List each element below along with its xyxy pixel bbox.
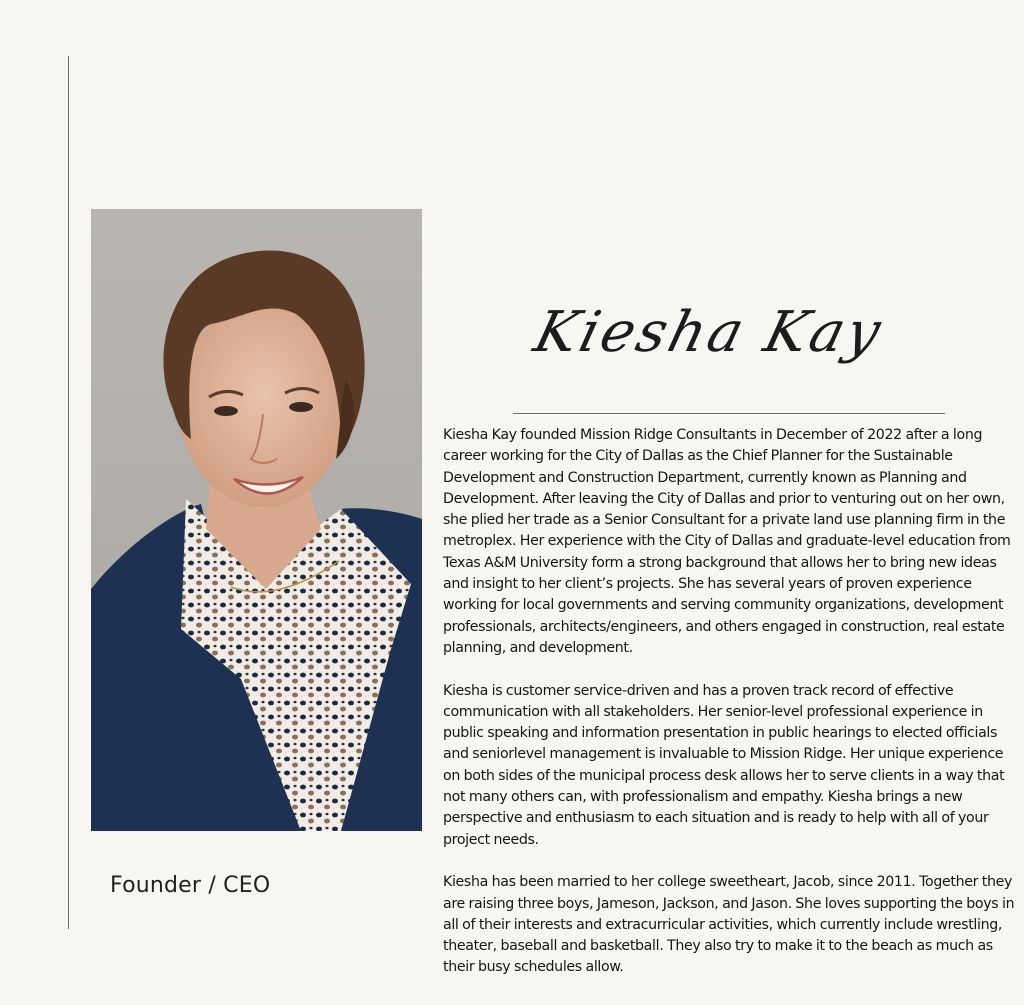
signature-underline	[513, 413, 945, 414]
signature-name: Kiesha Kay	[527, 300, 890, 365]
vertical-divider	[68, 56, 69, 929]
bio-paragraph: Kiesha Kay founded Mission Ridge Consultants in December of 2022 after a long career working for the City of Dallas as the Chief Planner for the Sustainable Development and Construction Department, currently known as Planning and Development. After leaving the City of Dallas and prior to venturing out on her own, she plied her trade as a Senior Consultant for a private land use planning firm in the metroplex. Her experience with the City of Dallas and graduate-level education from Texas A&M University form a strong background that allows her to bring new ideas and insight to her client’s projects. She has several years of proven experience working for local governments and serving community organizations, development professionals, architects/engineers, and others engaged in construction, real estate planning, and development.	[443, 427, 1011, 656]
biography	[443, 425, 1017, 1000]
role-title: Founder / CEO	[110, 873, 271, 898]
bio-paragraph: Kiesha has been married to her college sweetheart, Jacob, since 2011. Together they are raising three boys, Jameson, Jackson, and Jason. She loves supporting the boys in all of their interests and extracurricular activities, which currently include wrestling, theater, baseball and basketball. They also try to make it to the beach as much as their busy schedules allow.	[443, 874, 1015, 976]
profile-photo	[91, 209, 422, 831]
bio-paragraph: Kiesha is customer service-driven and has a proven track record of effective communication with all stakeholders. Her senior-level professional experience in public speaking and information presentation in public hearings to elected officials and seniorlevel management is invaluable to Mission Ridge. Her unique experience on both sides of the municipal process desk allows her to serve clients in a way that not many others can, with professionalism and empathy. Kiesha brings a new perspective and enthusiasm to each situation and is ready to help with all of your project needs.	[443, 682, 1005, 848]
